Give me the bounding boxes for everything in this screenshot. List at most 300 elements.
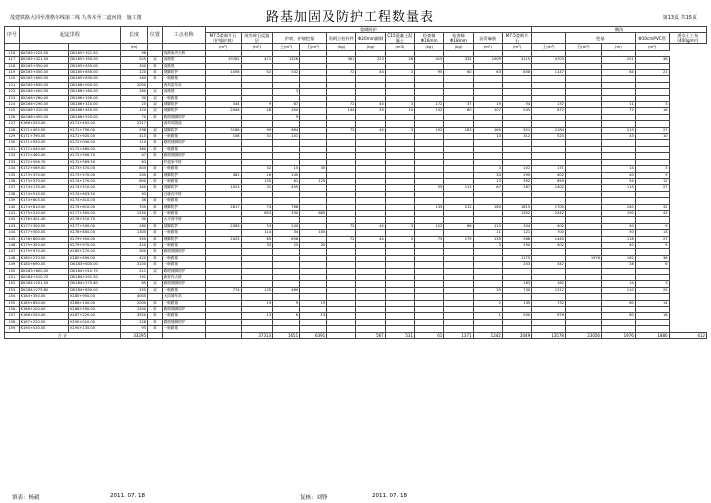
table-cell: 坡脚防护 <box>162 236 205 242</box>
table-cell: 29 <box>356 108 385 114</box>
table-cell: K178+800.00 <box>19 236 69 242</box>
table-cell: 3115 <box>502 57 531 63</box>
table-cell: 61 <box>273 178 300 184</box>
table-cell: 3 <box>473 166 502 172</box>
table-cell: 单 <box>148 307 163 313</box>
table-cell: DK166+310.00 <box>19 108 69 114</box>
table-cell: 36 <box>121 198 148 204</box>
table-cell: 路堤坡脚防护 <box>162 249 205 255</box>
table-cell: 2363 <box>205 223 241 229</box>
table-cell: 6 <box>273 313 300 319</box>
table-cell: 单 <box>148 114 163 120</box>
table-cell: 127 <box>5 121 20 127</box>
table-cell: 一般路基 <box>162 146 205 152</box>
table-cell: 67 <box>473 185 502 191</box>
table-body <box>5 44 707 339</box>
table-cell: 坡脚防护 <box>162 185 205 191</box>
table-cell: 10 <box>635 134 669 140</box>
table-cell: 14 <box>601 166 635 172</box>
unit-cell: (m) <box>601 44 635 50</box>
table-cell: 30 <box>300 242 327 248</box>
table-cell: 135 <box>241 287 273 293</box>
table-cell: 9 <box>635 223 669 229</box>
table-cell: 106 <box>205 134 241 140</box>
table-cell: DK166+310.00 <box>69 102 121 108</box>
table-cell: 471 <box>241 57 273 63</box>
table-cell: 149 <box>5 262 20 268</box>
table-cell: 3186 <box>205 127 241 133</box>
table-cell: 126 <box>5 114 20 120</box>
table-cell: 37 <box>444 102 473 108</box>
table-cell: 大同城车站 <box>162 294 205 300</box>
table-cell: 单 <box>148 140 163 146</box>
table-cell: 双 <box>148 89 163 95</box>
table-cell: 12 <box>635 178 669 184</box>
total-cell: 412 <box>669 332 706 338</box>
table-cell: 93 <box>121 191 148 197</box>
table-cell: 9 <box>273 114 300 120</box>
table-cell: 44 <box>356 102 385 108</box>
total-cell: 531 <box>385 332 414 338</box>
table-cell: 一般路基 <box>162 313 205 319</box>
table-cell: 路堤坡脚防护 <box>162 140 205 146</box>
table-cell: 118 <box>5 63 20 69</box>
table-cell: 3 <box>473 242 502 248</box>
table-cell: DK166+520.00 <box>69 114 121 120</box>
table-cell: K172+506.70 <box>69 153 121 159</box>
table-cell: 3 <box>385 102 414 108</box>
col-geotextile: 透水土工布(400g/m²) <box>669 33 706 44</box>
table-cell: 135 <box>415 204 444 210</box>
checker-date: 2011. 07. 18 <box>372 493 407 499</box>
table-cell: 131 <box>5 146 20 152</box>
table-cell: 120 <box>5 76 20 82</box>
table-cell: DK165+225.50 <box>19 50 69 56</box>
table-cell: DK165+650.00 <box>19 76 69 82</box>
table-cell: 143 <box>5 223 20 229</box>
table-cell: 一般路基 <box>162 134 205 140</box>
total-cell: 1242 <box>473 332 502 338</box>
table-cell: 72 <box>327 70 356 76</box>
table-cell: 137 <box>5 185 20 191</box>
table-cell: 双 <box>148 268 163 274</box>
unit-cell: (kg) <box>444 44 473 50</box>
table-cell: 361 <box>327 57 356 63</box>
total-cell <box>327 332 356 338</box>
table-cell: 110 <box>121 140 148 146</box>
table-cell: 54 <box>502 102 531 108</box>
col-pvc: Φ10cmPVC管 <box>635 33 669 44</box>
unit-cell: 石(m³) <box>565 44 601 50</box>
table-cell: K175+810.00 <box>69 204 121 210</box>
table-cell: DK165+321.50 <box>19 57 69 63</box>
table-cell: 392 <box>502 178 531 184</box>
table-cell: 3 <box>635 281 669 287</box>
table-cell: 160 <box>121 76 148 82</box>
table-cell: 60 <box>444 70 473 76</box>
unit-cell: (kg) <box>415 44 444 50</box>
table-cell: 121 <box>5 82 20 88</box>
table-cell: K179+970.00 <box>19 249 69 255</box>
table-cell: K185+850.00 <box>19 300 69 306</box>
table-cell: 单 <box>148 185 163 191</box>
total-cell: 1880 <box>635 332 669 338</box>
table-cell: 142 <box>5 217 20 223</box>
table-cell: 332 <box>273 70 300 76</box>
table-cell: 160 <box>473 204 502 210</box>
table-cell: 高路堤 <box>162 89 205 95</box>
table-cell: 1615 <box>502 204 531 210</box>
table-cell: 183 <box>444 127 473 133</box>
total-cell: 1371 <box>444 332 473 338</box>
total-cell: 23056 <box>565 332 601 338</box>
table-cell: 单 <box>148 262 163 268</box>
table-cell: 单 <box>148 223 163 229</box>
total-cell: 567 <box>356 332 385 338</box>
total-cell: 37313 <box>241 332 273 338</box>
table-cell: 30 <box>121 95 148 101</box>
table-cell: 43 <box>601 134 635 140</box>
table-cell: 10 <box>385 108 414 114</box>
table-cell: 2425 <box>205 236 241 242</box>
table-cell: 190 <box>601 210 635 216</box>
table-cell: 298 <box>121 127 148 133</box>
table-cell: 10 <box>473 134 502 140</box>
table-cell: 36 <box>635 57 669 63</box>
table-cell: 双 <box>148 102 163 108</box>
table-cell: 西鸡窑车站 <box>162 82 205 88</box>
col-ladder-18: 检查梯Φ18mm <box>444 33 473 44</box>
col-ditch-excavation: 挖基 <box>565 33 635 44</box>
table-cell: 13 <box>473 178 502 184</box>
table-cell: 525 <box>121 57 148 63</box>
table-cell: 550 <box>121 236 148 242</box>
table-cell: 单 <box>148 63 163 69</box>
table-cell: 171 <box>532 166 566 172</box>
table-cell: 单 <box>148 313 163 319</box>
table-cell: 1700 <box>532 204 566 210</box>
col-angle-steel: 角钢立柱杆件 <box>327 33 356 44</box>
table-cell: 25 <box>121 102 148 108</box>
table-cell: 63 <box>121 159 148 165</box>
table-cell: 15 <box>273 166 300 172</box>
table-cell: 单 <box>148 242 163 248</box>
page-number: 第13页 共15页 <box>662 15 697 21</box>
table-cell: 34 <box>273 230 300 236</box>
table-cell: 162 <box>532 281 566 287</box>
table-cell: 34 <box>473 172 502 178</box>
table-cell: 140 <box>5 204 20 210</box>
table-cell: 单 <box>148 153 163 159</box>
table-cell: K172+569.50 <box>19 166 69 172</box>
table-cell: 坡脚防护 <box>162 70 205 76</box>
table-cell: 304 <box>502 223 531 229</box>
table-cell: K186+100.00 <box>69 300 121 306</box>
table-cell: 116 <box>5 50 20 56</box>
table-cell: 38 <box>635 255 669 261</box>
table-cell: 一般路基 <box>162 287 205 293</box>
table-cell: 107 <box>473 108 502 114</box>
table-cell: 44 <box>356 127 385 133</box>
table-cell: 单 <box>148 198 163 204</box>
col-spacer <box>532 33 566 44</box>
table-cell: DK184+201.50 <box>69 275 121 281</box>
table-cell: DK165+450.00 <box>19 70 69 76</box>
col-ladder-16: 检查梯Φ16mm <box>415 33 444 44</box>
table-cell: 155 <box>5 300 20 306</box>
table-cell: 18 <box>635 313 669 319</box>
unit-cell: (m³) <box>241 44 273 50</box>
unit-cell: (kg) <box>356 44 385 50</box>
table-cell: 135 <box>241 178 273 184</box>
total-cell: 1651 <box>273 332 300 338</box>
table-cell: 一般路基 <box>162 326 205 332</box>
table-cell: 124 <box>5 102 20 108</box>
table-cell: 单 <box>148 319 163 325</box>
table-cell: 2184 <box>532 127 566 133</box>
table-cell: 152 <box>5 281 20 287</box>
table-cell: 125 <box>5 108 20 114</box>
table-cell: 33 <box>241 242 273 248</box>
table-cell: 1 <box>473 313 502 319</box>
table-cell: 72 <box>327 223 356 229</box>
unit-cell: (m²) <box>473 44 502 50</box>
table-cell: 1175 <box>502 255 531 261</box>
table-cell: 1300 <box>121 230 148 236</box>
table-cell: 135 <box>5 172 20 178</box>
table-cell: 单 <box>148 210 163 216</box>
table-cell: 55 <box>415 185 444 191</box>
table-cell: 402 <box>532 242 566 248</box>
table-cell: 138 <box>5 191 20 197</box>
table-cell: 568 <box>502 236 531 242</box>
col-excavation: 护坡、护墙挖基 <box>273 33 327 44</box>
table-cell: 50 <box>601 230 635 236</box>
table-cell: 545 <box>502 108 531 114</box>
table-cell: 30 <box>300 166 327 172</box>
table-cell: 251 <box>601 57 635 63</box>
table-cell: 高路堑 <box>162 57 205 63</box>
page-title: 路基加固及防护工程数量表 <box>265 10 434 25</box>
table-cell: K184+350.00 <box>19 294 69 300</box>
table-cell: 128 <box>5 127 20 133</box>
table-cell: 200 <box>121 172 148 178</box>
table-cell: 481 <box>205 172 241 178</box>
table-cell: 路堤坡脚防护 <box>162 319 205 325</box>
table-cell: K180+690.00 <box>19 262 69 268</box>
filler-label: 填表：杨毅 <box>12 495 40 501</box>
table-cell: 600 <box>121 178 148 184</box>
table-cell: 240 <box>273 172 300 178</box>
table-cell: 90 <box>121 217 148 223</box>
table-cell: 32 <box>241 166 273 172</box>
table-cell: 684 <box>273 127 300 133</box>
table-cell: K171+790.00 <box>19 134 69 140</box>
table-cell: 3920 <box>121 313 148 319</box>
table-cell: 1976 <box>565 255 601 261</box>
table-cell: 3 <box>385 70 414 76</box>
table-cell: 344 <box>205 102 241 108</box>
table-cell: 96 <box>121 50 148 56</box>
table-cell: K172+040.00 <box>69 140 121 146</box>
table-cell: 114 <box>241 230 273 236</box>
table-cell: 172 <box>415 102 444 108</box>
total-spacer <box>148 332 163 338</box>
table-cell: 489 <box>273 287 300 293</box>
table-cell: 415 <box>121 134 148 140</box>
col-type: 工点名称 <box>162 27 205 44</box>
table-cell: 380 <box>121 146 148 152</box>
table-cell: 19782 <box>205 57 241 63</box>
table-cell: K186+100.00 <box>19 307 69 313</box>
table-cell: DK165+830.00 <box>69 76 121 82</box>
table-cell: 14 <box>635 300 669 306</box>
table-cell: K190+010.00 <box>19 326 69 332</box>
table-cell: 60 <box>601 300 635 306</box>
table-cell: 300 <box>121 63 148 69</box>
table-cell: 28 <box>601 262 635 268</box>
table-cell: 290 <box>502 242 531 248</box>
table-cell: 110 <box>473 223 502 229</box>
table-cell: 523 <box>532 134 566 140</box>
col-length: 长度 <box>121 27 148 44</box>
table-cell: 一般路基 <box>162 230 205 236</box>
table-cell: K190+135.00 <box>69 326 121 332</box>
table-cell: 一般路基 <box>162 262 205 268</box>
table-cell: 11 <box>601 102 635 108</box>
table-cell: 47 <box>121 153 148 159</box>
table-cell: K186+550.00 <box>69 307 121 313</box>
table-cell: 732 <box>532 300 566 306</box>
table-cell: DK165+321.50 <box>69 50 121 56</box>
table-cell: 4703 <box>532 57 566 63</box>
table-cell: DK184+201.50 <box>19 281 69 287</box>
table-cell: 700 <box>121 204 148 210</box>
table-cell: 32 <box>635 204 669 210</box>
table-cell: 129 <box>5 134 20 140</box>
table-cell: K172+569.50 <box>69 159 121 165</box>
table-cell: K174+510.00 <box>69 185 121 191</box>
table-cell: 21 <box>635 70 669 76</box>
table-cell: 高路堤 <box>162 63 205 69</box>
table-cell: 27 <box>635 236 669 242</box>
table-cell: 129 <box>300 178 327 184</box>
table-cell: 一般路基 <box>162 178 205 184</box>
table-cell: DK183+800.00 <box>69 262 121 268</box>
unit-cell: (m³) <box>502 44 531 50</box>
table-cell: 72 <box>327 127 356 133</box>
table-cell: 260 <box>121 89 148 95</box>
table-cell: 1500 <box>121 307 148 313</box>
col-concrete: C15混凝土混凝土 <box>385 33 414 44</box>
col-round-steel: Φ20mm圆钢 <box>356 33 385 44</box>
table-cell: 52 <box>241 70 273 76</box>
table-cell: K174+170.00 <box>69 178 121 184</box>
table-cell: K173+570.00 <box>69 172 121 178</box>
table-cell: 280 <box>121 223 148 229</box>
table-cell: 402 <box>532 223 566 229</box>
table-cell: 双 <box>148 287 163 293</box>
table-cell: 659 <box>532 178 566 184</box>
table-cell: K171+492.00 <box>69 121 121 127</box>
table-cell: 单 <box>148 204 163 210</box>
table-cell: K177+300.00 <box>19 223 69 229</box>
table-cell: 132 <box>5 153 20 159</box>
table-cell: DK183+800.00 <box>19 268 69 274</box>
table-cell: 3100 <box>121 262 148 268</box>
table-cell: 212 <box>444 204 473 210</box>
table-cell: 一般路基 <box>162 210 205 216</box>
table-cell: 3 <box>385 223 414 229</box>
table-cell: 2342 <box>532 210 566 216</box>
table-cell: 332 <box>444 57 473 63</box>
table-cell: DK166+000.00 <box>19 89 69 95</box>
total-label: 合 计 <box>5 332 121 338</box>
table-cell: 一般路基 <box>162 95 205 101</box>
table-cell: 151 <box>5 275 20 281</box>
table-cell: 115 <box>601 185 635 191</box>
table-cell: 路堤坡脚防护 <box>162 268 205 274</box>
table-cell: 一般路基 <box>162 255 205 261</box>
table-cell: K174+603.50 <box>69 191 121 197</box>
table-cell: 31 <box>241 185 273 191</box>
filler-date: 2011. 07. 18 <box>110 493 145 499</box>
table-cell: 121 <box>502 230 531 236</box>
table-cell: 409 <box>273 185 300 191</box>
table-cell: 300 <box>273 108 300 114</box>
table-cell: 150 <box>5 268 20 274</box>
table-cell: 25 <box>273 242 300 248</box>
table-cell: 3 <box>635 166 669 172</box>
table-cell: 2217 <box>121 121 148 127</box>
table-cell: 653 <box>241 210 273 216</box>
table-cell: K177+300.00 <box>69 210 121 216</box>
table-cell: 730 <box>502 287 531 293</box>
table-cell: 290 <box>502 172 531 178</box>
table-cell: 14 <box>601 281 635 287</box>
table-cell: 99 <box>241 127 273 133</box>
table-cell: 4000 <box>121 294 148 300</box>
table-cell: 单 <box>148 236 163 242</box>
table-cell: 单 <box>148 172 163 178</box>
table-cell: 1147 <box>532 70 566 76</box>
table-cell: K177+500.00 <box>19 230 69 236</box>
table-cell: 146 <box>5 242 20 248</box>
table-cell: 单 <box>148 230 163 236</box>
col-seq: 序号 <box>5 27 20 44</box>
table-cell: 192 <box>415 127 444 133</box>
total-cell <box>205 332 241 338</box>
table-cell: 2 <box>473 300 502 306</box>
table-cell: 80 <box>601 313 635 319</box>
table-cell: 110 <box>601 287 635 293</box>
table-cell: 219 <box>601 127 635 133</box>
table-cell: K185+950.00 <box>69 294 121 300</box>
col-range: 起迄里程 <box>19 27 120 44</box>
table-cell: 144 <box>5 230 20 236</box>
table-cell: K179+350.00 <box>19 242 69 248</box>
table-cell: 63 <box>473 70 502 76</box>
table-cell: 342 <box>532 262 566 268</box>
table-cell: DK184+010.70 <box>19 275 69 281</box>
table-cell: 415 <box>415 57 444 63</box>
table-cell: 119 <box>5 70 20 76</box>
table-cell: K186+550.00 <box>19 313 69 319</box>
table-cell: 66 <box>444 223 473 229</box>
table-cell: K172+460.00 <box>19 153 69 159</box>
table-cell: 单 <box>148 134 163 140</box>
table-cell: 420 <box>121 255 148 261</box>
